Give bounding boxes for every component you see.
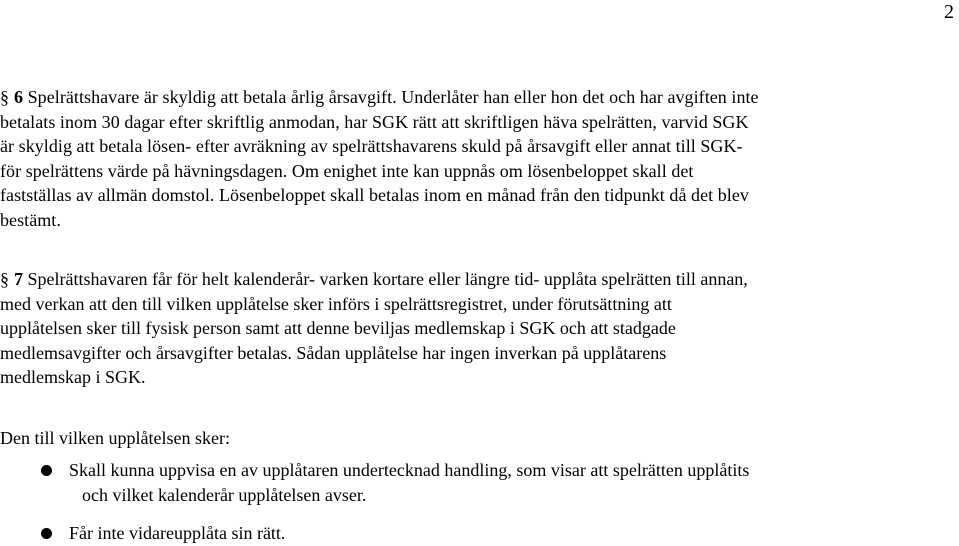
section-7-line-4: medlemsavgifter och årsavgifter betalas. Sådan upplåtelse har ingen inverkan på upplåtarens [0,342,667,363]
section-6-line-6: bestämt. [0,209,61,230]
section-6-line-2: betalats inom 30 dagar efter skriftlig anmodan, har SGK rätt att skriftligen häva spelrätten, varvid SGK [0,111,749,132]
section-6-number: 6 [14,87,24,107]
section-6-line-4: för spelrättens värde på hävningsdagen. Om enighet inte kan uppnås om lösenbeloppet skall det [0,160,694,181]
section-6 [0,85,955,232]
section-6-line-5: fastställas av allmän domstol. Lösenbeloppet skall betalas inom en månad från den tidpunkt då det blev [0,185,749,205]
page-number: 2 [944,1,954,23]
section-7-number: 7 [14,269,23,289]
section-7-line-1 [0,267,955,292]
section-6-line-1 [0,85,955,110]
intro-text: Den till vilken upplåtelsen sker: [0,428,230,448]
section-7-line-3: upplåtelsen sker till fysisk person samt att denne beviljas medlemskap i SGK och att stadgade [0,318,676,338]
paragraph-mark-icon: § [0,269,9,289]
section-6-text: Spelrättshavare är skyldig att betala årlig årsavgift. Underlåter han eller hon det och har avgiften inte [27,87,759,107]
section-7-text: Spelrättshavaren får för helt kalenderår- varken kortare eller längre tid- upplåta spelrätten till annan, [27,269,748,289]
paragraph-mark-icon: § [0,87,10,107]
bullet-2-line-1: Får inte vidareupplåta sin rätt. [69,523,286,543]
section-6-line-3: är skyldig att betala lösen- efter avräkning av spelrättshavarens skuld på årsavgift eller annat till SGK- [0,136,743,156]
bullet-1-line-2: och vilket kalenderår upplåtelsen avser. [82,485,367,505]
bullet-icon [41,528,52,539]
section-7-line-5: medlemskap i SGK. [0,367,146,387]
section-7-line-2: med verkan att den till vilken upplåtelse sker införs i spelrättsregistret, under förutsättning att [0,293,672,314]
bullet-1-line-1: Skall kunna uppvisa en av upplåtaren undertecknad handling, som visar att spelrätten upplåtits [69,460,750,480]
section-7 [0,267,955,390]
bullet-icon [41,465,52,476]
